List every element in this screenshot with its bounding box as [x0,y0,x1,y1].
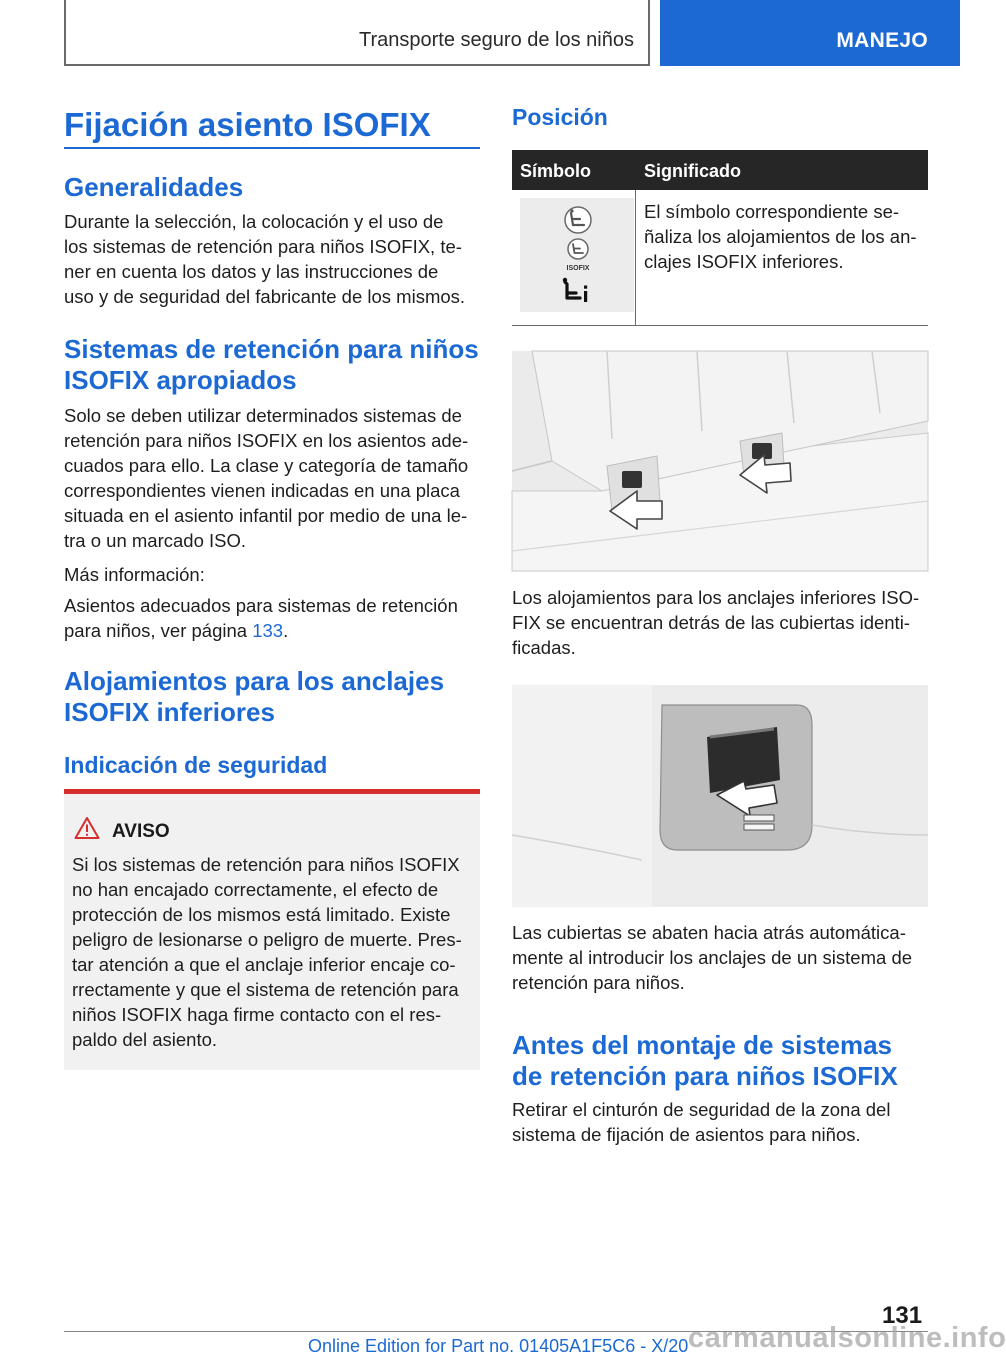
warning-text [72,852,462,1052]
text-line: situada en el asiento infantil por medio de una le‐ [64,505,468,526]
text-line: ñaliza los alojamientos de los an‐ [644,226,917,247]
text-line: Las cubiertas se abaten hacia atrás automática‐ [512,922,906,943]
text-line: paldo del asiento. [72,1029,218,1050]
heading-posicion: Posición [512,104,608,130]
header-chapter-title: MANEJO [836,29,928,52]
text-line: Durante la selección, la colocación y el uso de [64,211,444,232]
warning-box [64,789,480,1070]
isofix-symbol-label: ISOFIX [566,265,590,272]
more-info-label: Más información: [64,564,205,585]
symbol-table-header [512,150,928,190]
text-line: retención para niños. [512,972,685,993]
heading-alojamientos [64,666,484,728]
table-bottom-rule [512,325,928,326]
header-section-title: Transporte seguro de los niños [359,29,634,51]
symbol-meaning [644,199,917,274]
table-column-divider [635,190,636,326]
text-line [64,618,458,643]
heading-line: Antes del montaje de sistemas [512,1030,893,1060]
text-line: tar atención a que el anclaje inferior encaje co‐ [72,954,456,975]
text-line: El símbolo correspondiente se‐ [644,201,900,222]
text-line: ficadas. [512,637,576,658]
illustration-cover-detail [512,685,928,907]
header-chapter-tab[interactable] [660,0,960,66]
heading-line: Alojamientos para los anclajes [64,666,445,696]
heading-indicacion-seguridad: Indicación de seguridad [64,752,328,778]
caption-covers-fold [512,920,912,995]
heading-line: ISOFIX inferiores [64,697,275,727]
heading-antes-montaje [512,1030,932,1092]
table-col-symbol: Símbolo [520,161,591,181]
text-line: los sistemas de retención para niños ISOFIX, te‐ [64,236,462,257]
text-line: Si los sistemas de retención para niños ISOFIX [72,854,460,875]
footer-edition-link[interactable]: Online Edition for Part no. 01405A1F5C6 - X/20 [308,1336,689,1356]
page-title: Fijación asiento ISOFIX [64,106,431,143]
text-line: tra o un marcado ISO. [64,530,247,551]
ref-suffix: . [283,620,289,641]
rear-seat-illustration [512,351,928,571]
para-reference [64,593,458,643]
text-line: Retirar el cinturón de seguridad de la zona del [512,1099,891,1120]
text-line: ner en cuenta los datos y las instrucciones de [64,261,439,282]
isofix-symbols-icon [520,198,634,312]
heading-line: ISOFIX apropiados [64,365,297,395]
text-line: FIX se encuentran detrás de las cubiertas identi‐ [512,612,910,633]
warning-triangle-icon [74,816,100,840]
text-line: protección de los mismos está limitado. Existe [72,904,451,925]
text-line: sistema de fijación de asientos para niños. [512,1124,861,1145]
title-rule [64,147,480,149]
text-line: Asientos adecuados para sistemas de retención [64,595,458,616]
header-section-box [64,0,650,66]
illustration-rear-seat-isofix [512,351,928,571]
warning-title: AVISO [112,821,170,842]
text-line: niños ISOFIX haga firme contacto con el res‐ [72,1004,442,1025]
text-line: mente al introducir los anclajes de un sistema de [512,947,913,968]
isofix-symbol-cell [520,198,634,312]
text-line: no han encajado correctamente, el efecto de [72,879,439,900]
page-number: 131 [882,1302,923,1329]
text-line: peligro de lesionarse o peligro de muerte. Pres‐ [72,929,462,950]
page-link-133[interactable]: 133 [252,620,284,641]
ref-prefix: para niños, ver página [64,620,253,641]
text-line: cuados para ello. La clase y categoría de tamaño [64,455,469,476]
text-line: correspondientes vienen indicadas en una placa [64,480,460,501]
heading-generalidades: Generalidades [64,172,244,202]
text-line: Solo se deben utilizar determinados sistemas de [64,405,462,426]
text-line: uso y de seguridad del fabricante de los mismos. [64,286,466,307]
table-col-meaning: Significado [644,161,742,181]
para-antes-montaje [512,1097,890,1147]
text-line: rrectamente y que el sistema de retención para [72,979,459,1000]
watermark: carmanualsonline.info [688,1322,1006,1354]
caption-anchor-covers [512,585,919,660]
text-line: clajes ISOFIX inferiores. [644,251,844,272]
cover-detail-illustration [512,685,928,907]
text-line: retención para niños ISOFIX en los asientos ade‐ [64,430,469,451]
heading-sistemas [64,334,484,396]
para-generalidades [64,209,465,309]
heading-line: de retención para niños ISOFIX [512,1061,898,1091]
text-line: Los alojamientos para los anclajes inferiores ISO‐ [512,587,920,608]
para-sistemas [64,403,468,553]
heading-line: Sistemas de retención para niños [64,334,479,364]
